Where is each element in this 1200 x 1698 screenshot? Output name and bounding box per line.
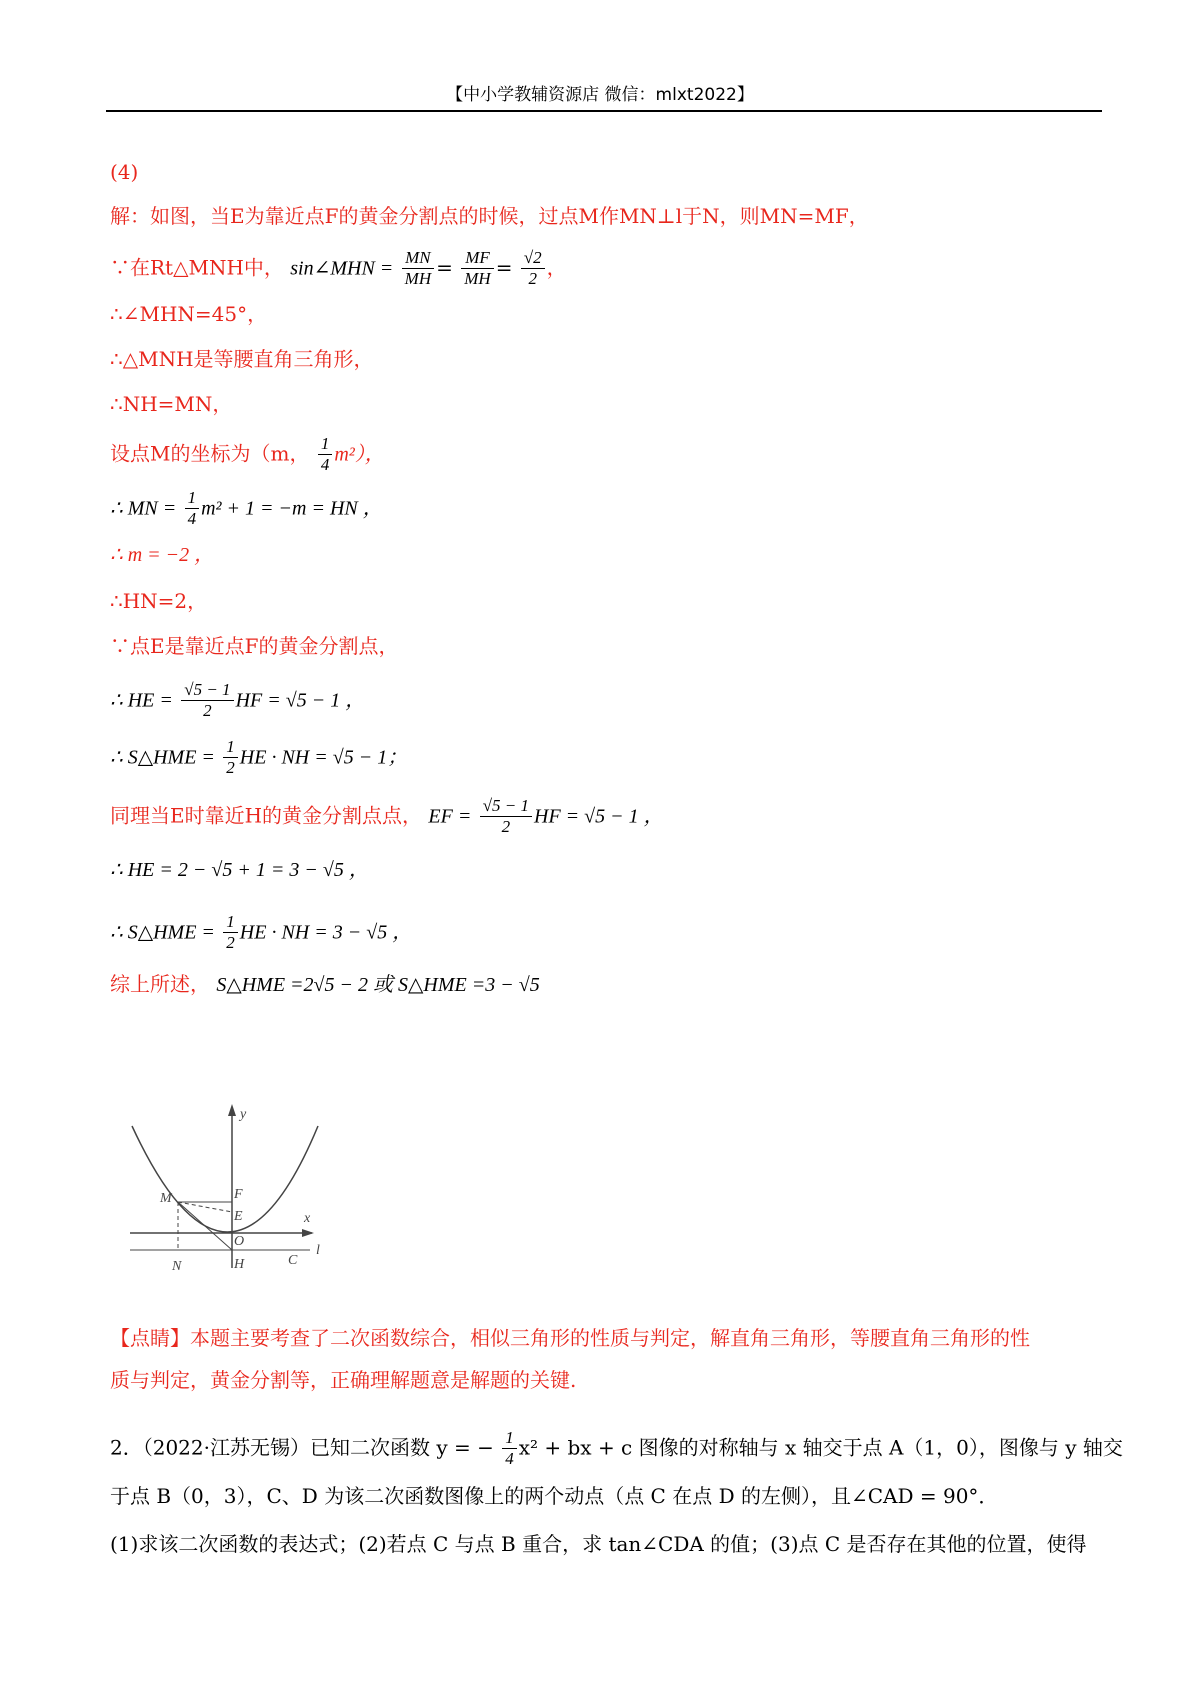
part-label: (4)	[110, 160, 139, 184]
solution-line-9: ∴HN=2，	[110, 589, 208, 613]
solution-line-3: ∴∠MHN=45°，	[110, 302, 268, 326]
solution-line-14: ∴ HE = 2 − √5 + 1 = 3 − √5 ，	[110, 859, 369, 881]
parabola-figure	[130, 1098, 360, 1288]
solution-line-2: ∵在Rt△MNH中， sin∠MHN = $\frac{MN}{MH}$ = $\frac{MF}{MH}$ = $\frac{√2}{2}$ ，	[110, 248, 567, 289]
label-o: O	[234, 1234, 245, 1249]
label-n: N	[172, 1259, 182, 1274]
solution-line-11: ∴ HE = $\frac{√5 - 1}{2}$ HF = √5 − 1 ，	[110, 680, 366, 721]
remark-line-2: 质与判定，黄金分割等，正确理解题意是解题的关键.	[110, 1368, 577, 1392]
solution-line-7: ∴ MN = $\frac{1}{4}$ m² + 1 = −m = HN ，	[110, 488, 383, 529]
fraction: $\frac{MN}{MH}$	[402, 248, 434, 290]
label-h: H	[234, 1257, 245, 1272]
question-line-2: 于点 B（0，3），C、D 为该二次函数图像上的两个动点（点 C 在点 D 的左侧），且∠CAD = 90°．	[110, 1484, 999, 1508]
fraction: $\frac{√2}{2}$	[521, 248, 545, 290]
label-x: x	[304, 1211, 311, 1226]
question-line-1: 2．（2022·江苏无锡）已知二次函数 y = − $\frac{1}{4}$ x² + bx + c 图像的对称轴与 x 轴交于点 A（1，0），图像与 y 轴交	[110, 1428, 1123, 1469]
solution-line-12: ∴ S△HME = $\frac{1}{2}$ HE · NH = √5 − 1；	[110, 737, 408, 778]
label-y: y	[240, 1107, 247, 1122]
line2-prefix: ∵在Rt△MNH中，	[110, 255, 284, 280]
header-rule	[106, 110, 1102, 112]
fraction: $\frac{1}{4}$	[502, 1428, 517, 1470]
remark-line-1: 【点睛】本题主要考查了二次函数综合，相似三角形的性质与判定，解直角三角形，等腰直角三角形的性	[110, 1326, 1030, 1350]
line2-sin: sin∠MHN =	[290, 257, 394, 280]
fraction: $\frac{1}{2}$	[223, 737, 238, 779]
figure-svg	[130, 1098, 360, 1288]
fraction: $\frac{1}{2}$	[223, 912, 238, 954]
label-e: E	[234, 1209, 243, 1224]
fraction: $\frac{√5 - 1}{2}$	[181, 680, 233, 722]
question-line-3: (1)求该二次函数的表达式；(2)若点 C 与点 B 重合，求 tan∠CDA 的值；(3)点 C 是否存在其他的位置，使得	[110, 1532, 1087, 1556]
fraction: $\frac{1}{4}$	[185, 488, 200, 530]
solution-line-15: ∴ S△HME = $\frac{1}{2}$ HE · NH = 3 − √5 ，	[110, 912, 413, 953]
solution-line-5: ∴NH=MN，	[110, 392, 233, 416]
solution-line-16: 综上所述， S△HME =2√5 − 2 或 S△HME =3 − √5	[110, 972, 540, 996]
solution-line-10: ∵点E是靠近点F的黄金分割点，	[110, 634, 399, 658]
label-m: M	[160, 1191, 172, 1206]
solution-line-8: ∴ m = −2 ，	[110, 544, 215, 566]
label-c: C	[288, 1253, 298, 1268]
solution-line-4: ∴△MNH是等腰直角三角形，	[110, 347, 374, 371]
fraction: $\frac{1}{4}$	[318, 434, 333, 476]
solution-line-6: 设点M的坐标为（m， $\frac{1}{4}$ m²），	[110, 434, 385, 475]
label-l: l	[316, 1243, 320, 1258]
label-f: F	[234, 1187, 243, 1202]
solution-line-1: 解：如图，当E为靠近点F的黄金分割点的时候，过点M作MN⊥l于N，则MN=MF，	[110, 204, 869, 228]
solution-line-13: 同理当E时靠近H的黄金分割点点， EF = $\frac{√5 - 1}{2}$ HF = √5 − 1 ，	[110, 796, 664, 837]
page-header: 【中小学教辅资源店 微信：mlxt2022】	[446, 85, 754, 105]
fraction: $\frac{√5 - 1}{2}$	[480, 796, 532, 838]
fraction: $\frac{MF}{MH}$	[461, 248, 493, 290]
